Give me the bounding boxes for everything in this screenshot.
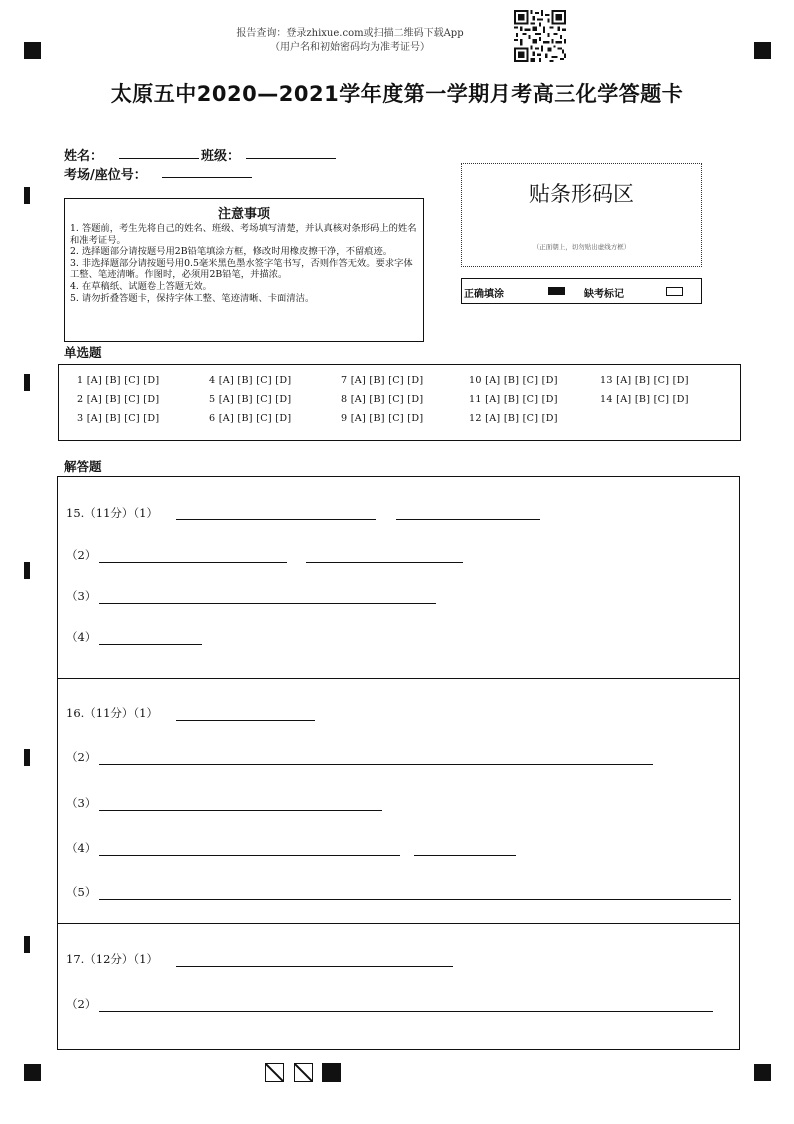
notice-line: 2. 选择题部分请按题号用2B铅笔填涂方框，修改时用橡皮擦干净，不留痕迹。 <box>70 246 393 258</box>
q16-part3-label: （3） <box>66 796 97 810</box>
name-label: 姓名： <box>64 149 104 164</box>
report-note-text: （用户名和初始密码均为准考证号） <box>270 42 430 53</box>
q16-part5-label: （5） <box>66 885 97 899</box>
q15-part2-label: （2） <box>66 548 97 562</box>
q16-part4-label: （4） <box>66 841 97 855</box>
q15-header: 15.（11分）（1） <box>66 506 158 520</box>
answers-box <box>57 476 740 1050</box>
answers-section-title: 解答题 <box>64 459 102 474</box>
q15-part2-blank-b[interactable] <box>306 562 463 563</box>
barcode-hint: （正面朝上，切勿贴出虚线方框） <box>532 243 631 251</box>
question-divider <box>58 923 739 924</box>
q15-part3-label: （3） <box>66 589 97 603</box>
q15-part1-blank-a[interactable] <box>176 519 376 520</box>
q15-part3-blank[interactable] <box>99 603 436 604</box>
mcq-option-row[interactable]: 2 [A] [B] [C] [D] <box>77 394 160 405</box>
q17-part2-blank[interactable] <box>99 1011 713 1012</box>
corner-mark-top-right <box>754 42 771 59</box>
mcq-option-row[interactable]: 13 [A] [B] [C] [D] <box>600 375 689 386</box>
page-title: 太原五中2020—2021学年度第一学期月考高三化学答题卡 <box>110 82 684 106</box>
mcq-option-row[interactable]: 8 [A] [B] [C] [D] <box>341 394 424 405</box>
mcq-option-row[interactable]: 7 [A] [B] [C] [D] <box>341 375 424 386</box>
q17-header: 17.（12分）（1） <box>66 952 158 966</box>
mcq-option-row[interactable]: 4 [A] [B] [C] [D] <box>209 375 292 386</box>
mcq-option-row[interactable]: 6 [A] [B] [C] [D] <box>209 413 292 424</box>
timing-mark <box>24 187 30 204</box>
room-seat-label: 考场/座位号： <box>64 168 147 183</box>
notice-line: 3. 非选择题部分请按题号用0.5毫米黑色墨水签字笔书写，否则作答无效。要求字体工整、笔迹清晰。作图时，必须用2B铅笔，并描浓。 <box>70 257 413 281</box>
q15-part2-blank-a[interactable] <box>99 562 287 563</box>
q15-part1-blank-b[interactable] <box>396 519 540 520</box>
qr-code <box>514 10 566 62</box>
class-field[interactable] <box>246 158 336 159</box>
notice-heading: 注意事项 <box>217 207 270 222</box>
room-seat-field[interactable] <box>162 177 252 178</box>
notice-line: 5. 请勿折叠答题卡，保持字体工整、笔迹清晰、卡面清洁。 <box>70 292 315 304</box>
correct-fill-sample <box>548 287 565 295</box>
correct-fill-label: 正确填涂 <box>464 289 504 300</box>
absent-mark-label: 缺考标记 <box>584 289 624 300</box>
q15-part4-blank[interactable] <box>99 644 202 645</box>
barcode-area[interactable] <box>461 163 702 267</box>
q17-part2-label: （2） <box>66 997 97 1011</box>
scan-mark-box <box>294 1063 313 1082</box>
notice-line: 1. 答题前，考生先将自己的姓名、班级、考场填写清楚，并认真核对条形码上的姓名和准考证号。 <box>70 223 417 246</box>
report-link-text: 报告查询：登录zhixue.com或扫描二维码下载App <box>236 28 464 39</box>
mcq-option-row[interactable]: 9 [A] [B] [C] [D] <box>341 413 424 424</box>
mcq-option-row[interactable]: 5 [A] [B] [C] [D] <box>209 394 292 405</box>
timing-mark <box>24 936 30 953</box>
question-divider <box>58 678 739 679</box>
mcq-option-row[interactable]: 14 [A] [B] [C] [D] <box>600 394 689 405</box>
q15-part4-label: （4） <box>66 630 97 644</box>
name-field[interactable] <box>119 158 199 159</box>
barcode-label: 贴条形码区 <box>529 182 634 206</box>
corner-mark-bottom-left <box>24 1064 41 1081</box>
notice-line: 4. 在草稿纸、试题卷上答题无效。 <box>70 280 212 292</box>
q16-part5-blank[interactable] <box>99 899 731 900</box>
timing-mark <box>24 374 30 391</box>
absent-mark-checkbox[interactable] <box>666 287 683 296</box>
q16-part2-blank[interactable] <box>99 764 653 765</box>
q16-header: 16.（11分）（1） <box>66 706 158 720</box>
scan-mark-solid <box>322 1063 341 1082</box>
mcq-section-title: 单选题 <box>64 345 102 360</box>
notice-box <box>64 198 424 342</box>
timing-mark <box>24 562 30 579</box>
mcq-option-row[interactable]: 3 [A] [B] [C] [D] <box>77 413 160 424</box>
mcq-option-row[interactable]: 10 [A] [B] [C] [D] <box>469 375 558 386</box>
q16-part4-blank-a[interactable] <box>99 855 400 856</box>
timing-mark <box>24 749 30 766</box>
mcq-option-row[interactable]: 11 [A] [B] [C] [D] <box>469 394 558 405</box>
scan-mark-box <box>265 1063 284 1082</box>
corner-mark-bottom-right <box>754 1064 771 1081</box>
fill-legend <box>461 278 702 304</box>
mcq-option-row[interactable]: 12 [A] [B] [C] [D] <box>469 413 558 424</box>
q16-part2-label: （2） <box>66 750 97 764</box>
q17-part1-blank[interactable] <box>176 966 453 967</box>
mcq-option-row[interactable]: 1 [A] [B] [C] [D] <box>77 375 160 386</box>
mcq-grid <box>58 364 741 441</box>
q16-part4-blank-b[interactable] <box>414 855 516 856</box>
q16-part3-blank[interactable] <box>99 810 382 811</box>
class-label: 班级： <box>201 149 241 164</box>
q16-part1-blank[interactable] <box>176 720 315 721</box>
